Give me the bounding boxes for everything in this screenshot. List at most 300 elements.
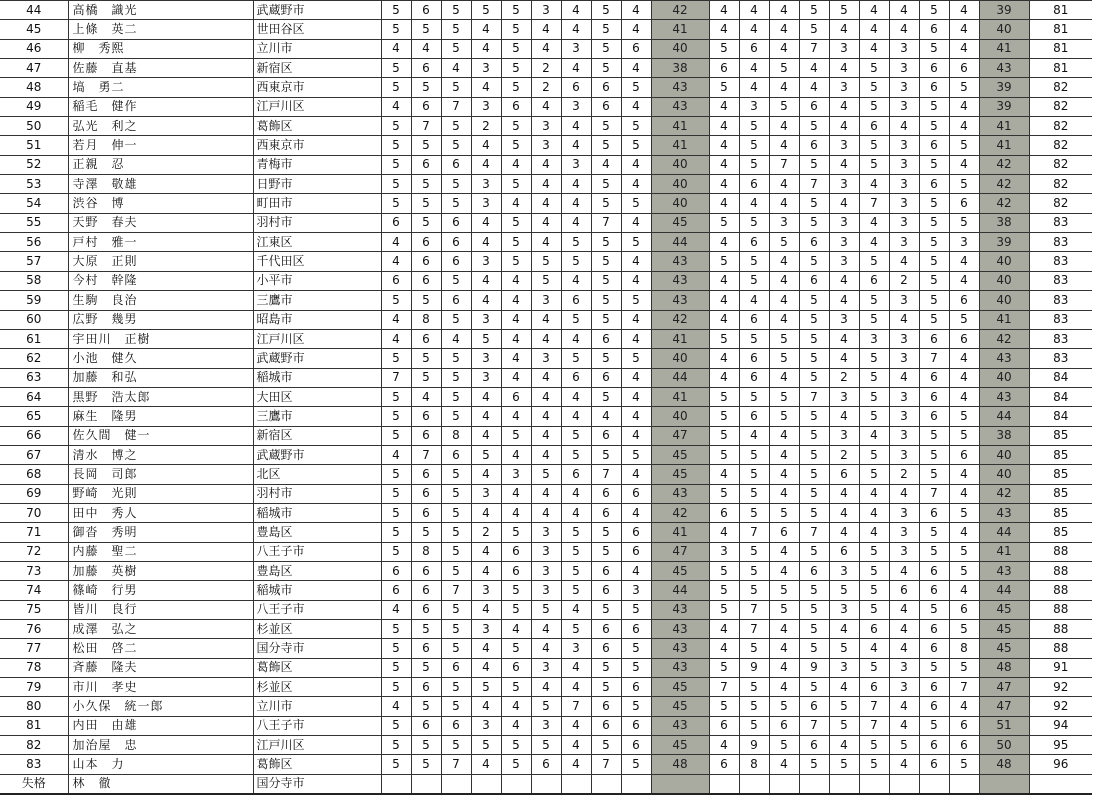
out-hole-score-cell: 4	[621, 426, 651, 445]
in-hole-score-cell: 5	[799, 1, 829, 20]
out-hole-score-cell: 5	[501, 523, 531, 542]
out-hole-score-cell: 4	[561, 716, 591, 735]
out-hole-score-cell: 6	[411, 233, 441, 252]
out-hole-score-cell	[411, 774, 441, 794]
in-hole-score-cell: 3	[889, 445, 919, 464]
out-hole-score-cell: 5	[501, 736, 531, 755]
out-hole-score-cell: 5	[441, 368, 471, 387]
out-hole-score-cell: 4	[471, 387, 501, 406]
out-hole-score-cell: 5	[501, 39, 531, 58]
in-hole-score-cell: 7	[799, 387, 829, 406]
out-hole-score-cell: 5	[561, 426, 591, 445]
in-hole-score-cell: 5	[919, 39, 949, 58]
area-cell: 武蔵野市	[253, 445, 381, 464]
rank-cell: 50	[0, 117, 68, 136]
in-hole-score-cell: 4	[859, 20, 889, 39]
out-hole-score-cell: 5	[621, 349, 651, 368]
out-hole-score-cell: 2	[531, 78, 561, 97]
in-hole-score-cell: 5	[739, 465, 769, 484]
out-hole-score-cell: 5	[441, 523, 471, 542]
out-hole-score-cell: 5	[501, 59, 531, 78]
out-total-cell: 43	[651, 716, 709, 735]
player-name-cell: 加治屋 忠	[68, 736, 253, 755]
out-hole-score-cell: 3	[471, 194, 501, 213]
out-total-cell: 40	[651, 407, 709, 426]
out-hole-score-cell: 4	[381, 697, 411, 716]
out-hole-score-cell: 4	[471, 233, 501, 252]
gross-total-cell: 82	[1029, 194, 1092, 213]
out-hole-score-cell: 5	[621, 136, 651, 155]
in-hole-score-cell: 5	[949, 426, 979, 445]
gross-total-cell: 94	[1029, 716, 1092, 735]
out-hole-score-cell: 6	[591, 78, 621, 97]
out-hole-score-cell: 5	[591, 736, 621, 755]
in-hole-score-cell: 6	[739, 233, 769, 252]
in-hole-score-cell: 5	[859, 736, 889, 755]
in-hole-score-cell: 4	[889, 755, 919, 774]
out-hole-score-cell: 4	[561, 20, 591, 39]
player-name-cell: 野崎 光則	[68, 484, 253, 503]
in-hole-score-cell: 6	[949, 194, 979, 213]
out-hole-score-cell: 5	[621, 639, 651, 658]
in-hole-score-cell: 7	[799, 175, 829, 194]
in-hole-score-cell: 5	[799, 194, 829, 213]
out-hole-score-cell: 5	[591, 310, 621, 329]
player-name-cell: 加藤 和弘	[68, 368, 253, 387]
out-hole-score-cell: 3	[471, 349, 501, 368]
player-name-cell: 市川 孝史	[68, 678, 253, 697]
rank-cell: 失格	[0, 774, 68, 794]
out-hole-score-cell: 4	[501, 445, 531, 464]
out-hole-score-cell: 4	[471, 465, 501, 484]
in-total-cell: 43	[979, 387, 1029, 406]
out-hole-score-cell: 4	[381, 39, 411, 58]
out-hole-score-cell: 5	[591, 523, 621, 542]
gross-total-cell: 81	[1029, 20, 1092, 39]
area-cell: 世田谷区	[253, 20, 381, 39]
in-hole-score-cell: 5	[709, 252, 739, 271]
in-hole-score-cell: 4	[949, 39, 979, 58]
out-hole-score-cell: 6	[411, 1, 441, 20]
in-hole-score-cell: 3	[949, 233, 979, 252]
out-hole-score-cell: 6	[441, 291, 471, 310]
in-hole-score-cell: 5	[739, 503, 769, 522]
out-hole-score-cell: 5	[411, 523, 441, 542]
in-hole-score-cell: 5	[709, 484, 739, 503]
out-hole-score-cell: 5	[561, 310, 591, 329]
gross-total-cell: 85	[1029, 503, 1092, 522]
in-hole-score-cell: 5	[799, 407, 829, 426]
out-hole-score-cell: 5	[561, 445, 591, 464]
in-hole-score-cell: 5	[949, 407, 979, 426]
out-hole-score-cell: 5	[441, 117, 471, 136]
gross-total-cell: 82	[1029, 136, 1092, 155]
in-hole-score-cell: 4	[949, 523, 979, 542]
out-hole-score-cell: 3	[531, 561, 561, 580]
in-hole-score-cell: 3	[889, 78, 919, 97]
in-total-cell: 47	[979, 678, 1029, 697]
out-hole-score-cell: 6	[621, 678, 651, 697]
in-hole-score-cell: 5	[859, 349, 889, 368]
in-hole-score-cell: 6	[919, 407, 949, 426]
out-hole-score-cell: 3	[471, 310, 501, 329]
in-hole-score-cell: 3	[889, 349, 919, 368]
table-row	[0, 310, 1092, 329]
out-hole-score-cell: 6	[591, 484, 621, 503]
out-hole-score-cell: 6	[411, 252, 441, 271]
in-hole-score-cell: 5	[799, 349, 829, 368]
out-hole-score-cell: 5	[381, 387, 411, 406]
in-hole-score-cell: 6	[919, 581, 949, 600]
in-hole-score-cell: 5	[769, 387, 799, 406]
in-hole-score-cell: 4	[709, 349, 739, 368]
in-hole-score-cell: 4	[739, 291, 769, 310]
out-hole-score-cell: 5	[381, 426, 411, 445]
area-cell: 江戸川区	[253, 97, 381, 116]
out-hole-score-cell: 4	[501, 291, 531, 310]
out-hole-score-cell: 6	[621, 484, 651, 503]
gross-total-cell: 88	[1029, 600, 1092, 619]
out-hole-score-cell: 4	[621, 271, 651, 290]
out-hole-score-cell: 4	[531, 407, 561, 426]
out-hole-score-cell: 5	[441, 465, 471, 484]
in-hole-score-cell	[769, 774, 799, 794]
out-hole-score-cell: 8	[411, 542, 441, 561]
in-total-cell: 44	[979, 581, 1029, 600]
in-hole-score-cell: 4	[769, 39, 799, 58]
in-hole-score-cell: 5	[739, 639, 769, 658]
in-total-cell: 45	[979, 620, 1029, 639]
out-hole-score-cell: 4	[561, 136, 591, 155]
in-hole-score-cell: 4	[889, 697, 919, 716]
out-hole-score-cell: 3	[531, 349, 561, 368]
out-hole-score-cell: 5	[621, 697, 651, 716]
in-total-cell: 45	[979, 639, 1029, 658]
in-hole-score-cell	[829, 774, 859, 794]
out-hole-score-cell: 4	[561, 271, 591, 290]
area-cell: 新宿区	[253, 59, 381, 78]
gross-total-cell: 83	[1029, 213, 1092, 232]
out-hole-score-cell: 5	[441, 1, 471, 20]
rank-cell: 47	[0, 59, 68, 78]
in-hole-score-cell: 4	[769, 368, 799, 387]
area-cell: 新宿区	[253, 426, 381, 445]
rank-cell: 73	[0, 561, 68, 580]
in-hole-score-cell: 3	[889, 678, 919, 697]
out-hole-score-cell: 4	[381, 310, 411, 329]
in-hole-score-cell: 5	[739, 561, 769, 580]
out-hole-score-cell: 3	[531, 523, 561, 542]
out-hole-score-cell: 4	[621, 368, 651, 387]
rank-cell: 70	[0, 503, 68, 522]
out-total-cell: 40	[651, 155, 709, 174]
gross-total-cell: 83	[1029, 329, 1092, 348]
out-hole-score-cell: 5	[471, 445, 501, 464]
in-hole-score-cell: 4	[709, 368, 739, 387]
rank-cell: 56	[0, 233, 68, 252]
rank-cell: 80	[0, 697, 68, 716]
player-name-cell: 田中 秀人	[68, 503, 253, 522]
gross-total-cell: 82	[1029, 78, 1092, 97]
out-hole-score-cell: 4	[621, 155, 651, 174]
out-hole-score-cell: 4	[531, 678, 561, 697]
in-hole-score-cell: 4	[769, 194, 799, 213]
out-hole-score-cell: 5	[621, 755, 651, 774]
in-hole-score-cell: 4	[829, 20, 859, 39]
out-hole-score-cell: 4	[471, 291, 501, 310]
rank-cell: 66	[0, 426, 68, 445]
player-name-cell: 戸村 雅一	[68, 233, 253, 252]
in-hole-score-cell: 6	[919, 561, 949, 580]
rank-cell: 60	[0, 310, 68, 329]
out-hole-score-cell: 5	[531, 697, 561, 716]
out-hole-score-cell: 5	[381, 78, 411, 97]
in-hole-score-cell: 3	[889, 407, 919, 426]
out-hole-score-cell: 7	[561, 697, 591, 716]
in-hole-score-cell: 5	[919, 445, 949, 464]
in-hole-score-cell: 5	[829, 716, 859, 735]
rank-cell: 72	[0, 542, 68, 561]
in-hole-score-cell: 5	[949, 658, 979, 677]
in-hole-score-cell: 3	[829, 658, 859, 677]
in-hole-score-cell: 6	[919, 175, 949, 194]
rank-cell: 75	[0, 600, 68, 619]
out-hole-score-cell: 4	[561, 503, 591, 522]
table-row	[0, 117, 1092, 136]
area-cell: 江東区	[253, 233, 381, 252]
gross-total-cell: 85	[1029, 484, 1092, 503]
in-hole-score-cell: 4	[739, 1, 769, 20]
in-hole-score-cell: 6	[799, 97, 829, 116]
out-hole-score-cell: 4	[471, 426, 501, 445]
gross-total-cell: 96	[1029, 755, 1092, 774]
out-hole-score-cell: 7	[591, 755, 621, 774]
in-hole-score-cell: 9	[739, 736, 769, 755]
out-hole-score-cell: 5	[621, 78, 651, 97]
area-cell: 葛飾区	[253, 117, 381, 136]
in-hole-score-cell	[919, 774, 949, 794]
in-hole-score-cell: 4	[949, 387, 979, 406]
in-total-cell: 42	[979, 484, 1029, 503]
in-hole-score-cell: 3	[889, 59, 919, 78]
in-hole-score-cell: 6	[859, 117, 889, 136]
out-hole-score-cell: 4	[381, 445, 411, 464]
out-hole-score-cell: 4	[531, 620, 561, 639]
in-hole-score-cell: 6	[799, 233, 829, 252]
area-cell: 羽村市	[253, 213, 381, 232]
in-hole-score-cell: 7	[859, 716, 889, 735]
in-hole-score-cell: 5	[859, 78, 889, 97]
in-hole-score-cell: 4	[889, 600, 919, 619]
player-name-cell: 正親 忍	[68, 155, 253, 174]
area-cell: 稲城市	[253, 503, 381, 522]
in-hole-score-cell: 5	[919, 716, 949, 735]
table-row	[0, 136, 1092, 155]
in-total-cell: 39	[979, 233, 1029, 252]
in-hole-score-cell: 5	[769, 600, 799, 619]
rank-cell: 74	[0, 581, 68, 600]
in-hole-score-cell: 5	[739, 484, 769, 503]
in-hole-score-cell: 5	[769, 503, 799, 522]
out-hole-score-cell: 5	[441, 20, 471, 39]
table-row	[0, 213, 1092, 232]
in-hole-score-cell: 6	[949, 600, 979, 619]
gross-total-cell: 85	[1029, 465, 1092, 484]
out-hole-score-cell: 5	[411, 620, 441, 639]
out-hole-score-cell: 5	[381, 755, 411, 774]
in-hole-score-cell: 5	[799, 620, 829, 639]
gross-total-cell: 83	[1029, 233, 1092, 252]
in-hole-score-cell: 4	[829, 736, 859, 755]
rank-cell: 45	[0, 20, 68, 39]
in-total-cell: 42	[979, 175, 1029, 194]
in-hole-score-cell: 4	[949, 97, 979, 116]
in-hole-score-cell: 3	[889, 387, 919, 406]
out-hole-score-cell: 4	[561, 678, 591, 697]
out-hole-score-cell: 5	[591, 387, 621, 406]
out-hole-score-cell: 4	[381, 252, 411, 271]
in-hole-score-cell: 5	[799, 252, 829, 271]
out-total-cell: 41	[651, 20, 709, 39]
gross-total-cell: 88	[1029, 561, 1092, 580]
out-total-cell: 41	[651, 136, 709, 155]
in-hole-score-cell: 4	[709, 736, 739, 755]
in-hole-score-cell: 5	[919, 542, 949, 561]
gross-total-cell: 83	[1029, 310, 1092, 329]
in-hole-score-cell: 6	[859, 678, 889, 697]
in-hole-score-cell: 4	[799, 78, 829, 97]
out-hole-score-cell: 4	[411, 39, 441, 58]
in-hole-score-cell: 6	[919, 697, 949, 716]
in-hole-score-cell: 4	[739, 20, 769, 39]
player-name-cell: 稲毛 健作	[68, 97, 253, 116]
out-hole-score-cell: 5	[381, 484, 411, 503]
in-hole-score-cell	[889, 774, 919, 794]
area-cell: 日野市	[253, 175, 381, 194]
in-hole-score-cell: 4	[799, 59, 829, 78]
in-total-cell: 40	[979, 271, 1029, 290]
out-hole-score-cell: 6	[531, 755, 561, 774]
gross-total-cell: 83	[1029, 271, 1092, 290]
out-hole-score-cell: 5	[591, 117, 621, 136]
in-hole-score-cell: 5	[799, 117, 829, 136]
out-hole-score-cell: 4	[561, 59, 591, 78]
out-hole-score-cell: 4	[501, 697, 531, 716]
out-hole-score-cell: 8	[411, 310, 441, 329]
out-hole-score-cell: 4	[531, 639, 561, 658]
out-hole-score-cell: 5	[591, 678, 621, 697]
in-hole-score-cell: 5	[769, 233, 799, 252]
in-total-cell: 42	[979, 194, 1029, 213]
in-hole-score-cell: 4	[859, 213, 889, 232]
out-hole-score-cell: 5	[441, 639, 471, 658]
out-hole-score-cell: 4	[531, 368, 561, 387]
in-hole-score-cell: 6	[919, 78, 949, 97]
in-hole-score-cell: 4	[709, 20, 739, 39]
table-row	[0, 678, 1092, 697]
area-cell: 青梅市	[253, 155, 381, 174]
in-hole-score-cell: 5	[709, 329, 739, 348]
out-hole-score-cell: 5	[381, 155, 411, 174]
out-hole-score-cell: 4	[471, 542, 501, 561]
in-hole-score-cell: 4	[769, 291, 799, 310]
rank-cell: 53	[0, 175, 68, 194]
in-hole-score-cell: 5	[859, 445, 889, 464]
out-hole-score-cell: 5	[471, 329, 501, 348]
in-hole-score-cell: 6	[709, 716, 739, 735]
out-total-cell: 47	[651, 426, 709, 445]
area-cell: 杉並区	[253, 678, 381, 697]
table-row	[0, 426, 1092, 445]
in-hole-score-cell: 5	[919, 117, 949, 136]
gross-total-cell: 92	[1029, 678, 1092, 697]
in-hole-score-cell: 4	[949, 117, 979, 136]
out-hole-score-cell: 6	[381, 271, 411, 290]
out-hole-score-cell: 3	[501, 465, 531, 484]
area-cell: 豊島区	[253, 561, 381, 580]
in-hole-score-cell: 5	[709, 697, 739, 716]
out-hole-score-cell: 5	[591, 1, 621, 20]
player-name-cell: 若月 伸一	[68, 136, 253, 155]
in-hole-score-cell: 5	[769, 581, 799, 600]
out-hole-score-cell: 5	[621, 117, 651, 136]
out-hole-score-cell: 5	[501, 600, 531, 619]
in-hole-score-cell: 3	[709, 542, 739, 561]
out-hole-score-cell: 4	[621, 387, 651, 406]
out-hole-score-cell: 2	[531, 59, 561, 78]
player-name-cell: 寺澤 敬雄	[68, 175, 253, 194]
out-hole-score-cell: 4	[591, 407, 621, 426]
in-hole-score-cell: 6	[739, 310, 769, 329]
player-name-cell: 清水 博之	[68, 445, 253, 464]
out-hole-score-cell: 3	[531, 117, 561, 136]
in-hole-score-cell: 5	[799, 542, 829, 561]
in-hole-score-cell: 5	[919, 310, 949, 329]
in-hole-score-cell: 3	[829, 600, 859, 619]
out-total-cell: 48	[651, 755, 709, 774]
in-hole-score-cell: 4	[709, 155, 739, 174]
in-hole-score-cell: 5	[709, 407, 739, 426]
out-hole-score-cell: 5	[591, 291, 621, 310]
in-hole-score-cell: 6	[739, 368, 769, 387]
out-hole-score-cell: 4	[411, 387, 441, 406]
in-hole-score-cell: 6	[919, 736, 949, 755]
rank-cell: 57	[0, 252, 68, 271]
in-hole-score-cell: 4	[949, 1, 979, 20]
out-hole-score-cell: 5	[381, 639, 411, 658]
in-hole-score-cell: 5	[859, 97, 889, 116]
in-hole-score-cell: 4	[859, 503, 889, 522]
in-hole-score-cell: 7	[739, 620, 769, 639]
out-total-cell: 40	[651, 349, 709, 368]
area-cell: 葛飾区	[253, 658, 381, 677]
in-hole-score-cell: 5	[949, 310, 979, 329]
out-hole-score-cell: 4	[471, 155, 501, 174]
gross-total-cell: 82	[1029, 117, 1092, 136]
table-row	[0, 542, 1092, 561]
in-hole-score-cell	[949, 774, 979, 794]
in-hole-score-cell: 3	[829, 213, 859, 232]
player-name-cell: 高橋 識光	[68, 1, 253, 20]
out-hole-score-cell: 5	[501, 426, 531, 445]
out-hole-score-cell: 3	[531, 291, 561, 310]
out-hole-score-cell: 3	[471, 484, 501, 503]
in-hole-score-cell: 3	[829, 136, 859, 155]
in-hole-score-cell: 5	[799, 426, 829, 445]
player-name-cell: 大原 正則	[68, 252, 253, 271]
area-cell: 羽村市	[253, 484, 381, 503]
out-hole-score-cell: 5	[441, 194, 471, 213]
